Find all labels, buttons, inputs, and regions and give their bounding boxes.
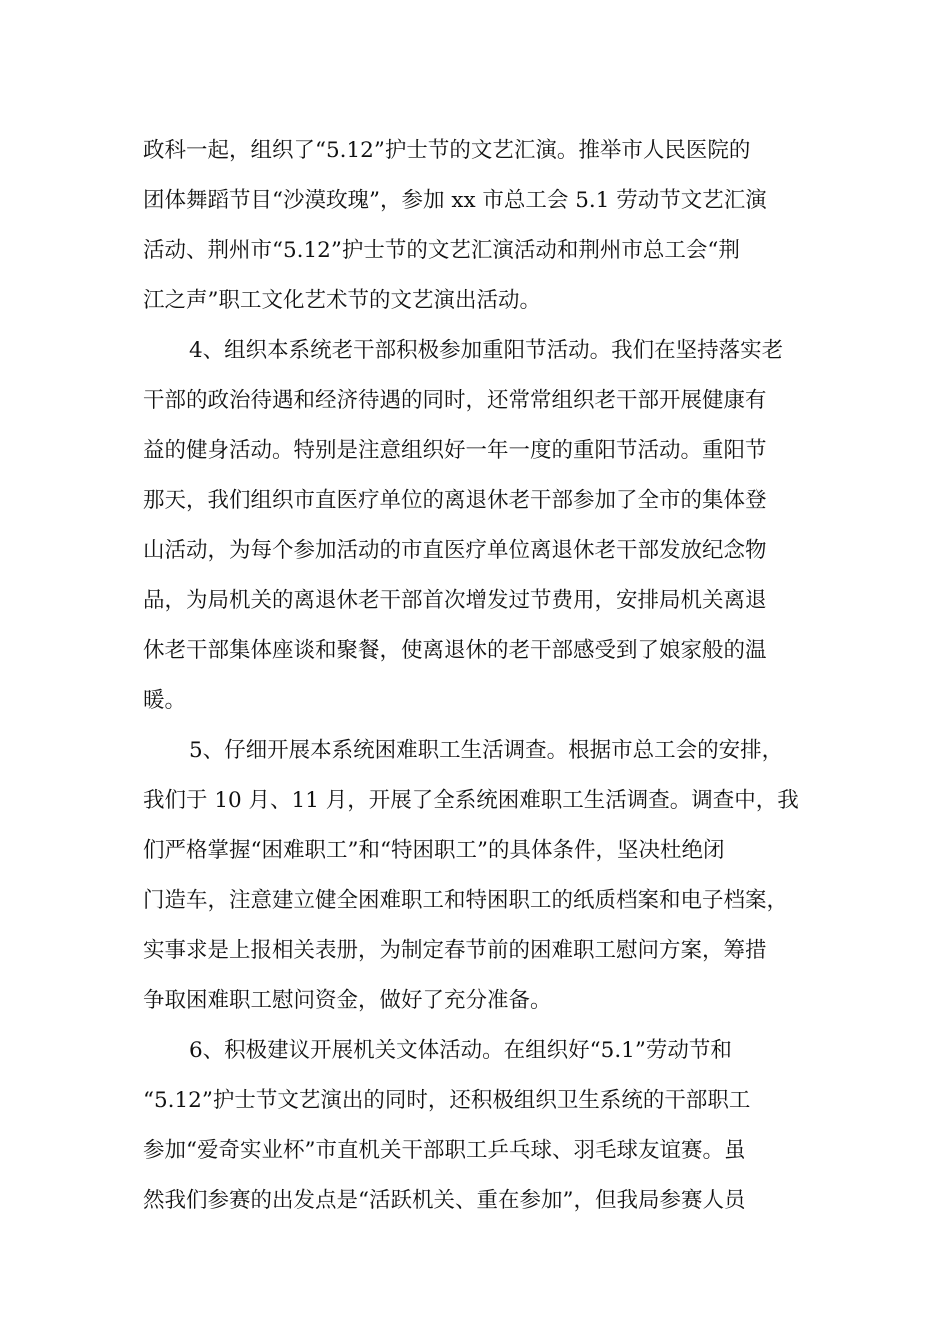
- text-line: 实事求是上报相关表册，为制定春节前的困难职工慰问方案，筹措: [143, 938, 767, 963]
- paragraph-6-start: 6、积极建议开展机关文体活动。在组织好“5.1”劳动节和: [189, 1038, 732, 1063]
- text-line: 活动、荆州市“5.12”护士节的文艺汇演活动和荆州市总工会“荆: [143, 238, 740, 263]
- text-line: 品，为局机关的离退休老干部首次增发过节费用，安排局机关离退: [143, 588, 767, 613]
- text-line: “5.12”护士节文艺演出的同时，还积极组织卫生系统的干部职工: [143, 1088, 751, 1113]
- text-line: 参加“爱奇实业杯”市直机关干部职工乒乓球、羽毛球友谊赛。虽: [143, 1138, 746, 1163]
- text-line: 们严格掌握“困难职工”和“特困职工”的具体条件，坚决杜绝闭: [143, 838, 725, 863]
- text-line: 山活动，为每个参加活动的市直医疗单位离退休老干部发放纪念物: [143, 538, 767, 563]
- text-line: 争取困难职工慰问资金，做好了充分准备。: [143, 988, 552, 1013]
- text-line: 干部的政治待遇和经济待遇的同时，还常常组织老干部开展健康有: [143, 388, 767, 413]
- paragraph-4-start: 4、组织本系统老干部积极参加重阳节活动。我们在坚持落实老: [189, 338, 784, 363]
- text-line: 暖。: [143, 688, 187, 713]
- text-line: 然我们参赛的出发点是“活跃机关、重在参加”，但我局参赛人员: [143, 1188, 746, 1213]
- paragraph-5-start: 5、仔细开展本系统困难职工生活调查。根据市总工会的安排，: [189, 738, 784, 763]
- text-line: 团体舞蹈节目“沙漠玫瑰”，参加 xx 市总工会 5.1 劳动节文艺汇演: [143, 188, 767, 213]
- text-line: 休老干部集体座谈和聚餐，使离退休的老干部感受到了娘家般的温: [143, 638, 767, 663]
- text-line: 益的健身活动。特别是注意组织好一年一度的重阳节活动。重阳节: [143, 438, 767, 463]
- text-line: 那天，我们组织市直医疗单位的离退休老干部参加了全市的集体登: [143, 488, 767, 513]
- text-line: 我们于 10 月、11 月，开展了全系统困难职工生活调查。调查中，我: [143, 788, 799, 813]
- text-line: 门造车，注意建立健全困难职工和特困职工的纸质档案和电子档案，: [143, 888, 789, 913]
- text-line: 政科一起，组织了“5.12”护士节的文艺汇演。推举市人民医院的: [143, 138, 751, 163]
- text-line: 江之声”职工文化艺术节的文艺演出活动。: [143, 288, 541, 313]
